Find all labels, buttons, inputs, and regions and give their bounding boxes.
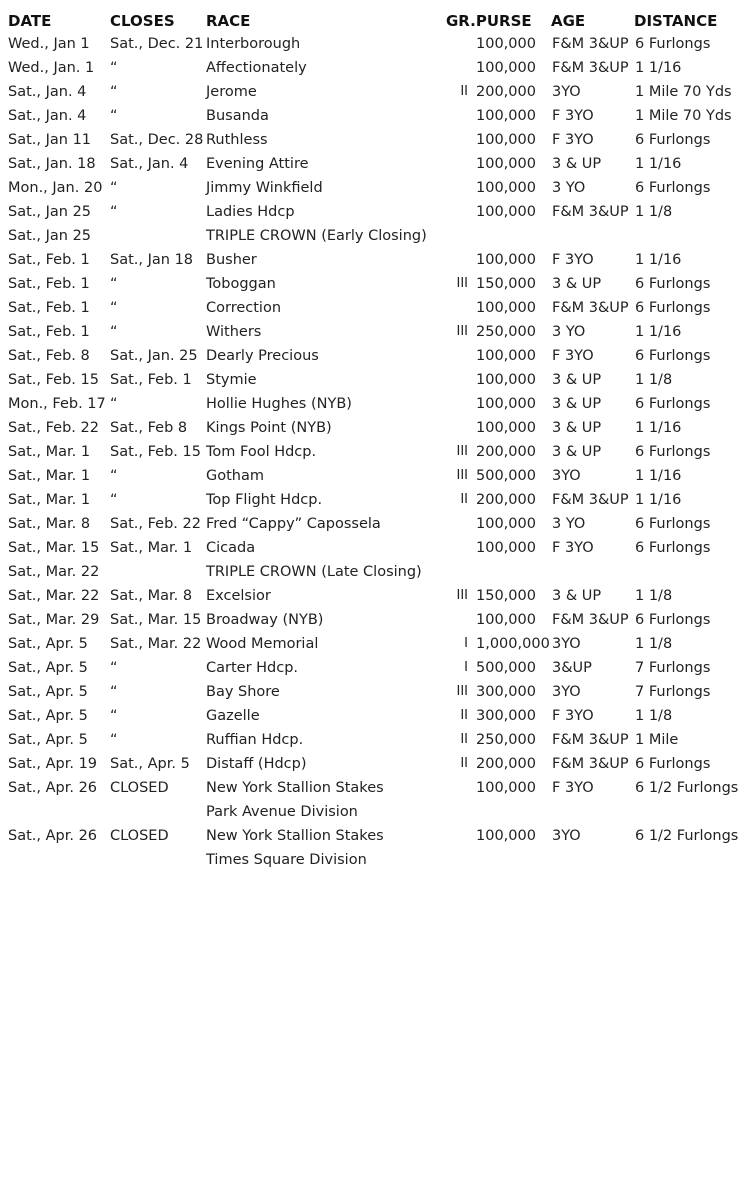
table-row [8,464,753,488]
cell-closes: “ [110,204,118,220]
cell-grade [451,248,476,272]
cell-closes: Sat., Feb 8 [110,420,188,436]
cell-grade [451,104,476,128]
cell-grade: II [460,732,468,747]
cell-race: Correction [206,300,282,316]
cell-purse: 200,000 [476,444,536,460]
cell-race: Evening Attire [206,156,309,172]
table-row [8,656,753,680]
cell-grade [451,200,476,224]
cell-grade: III [456,588,468,603]
table-row [8,560,753,584]
cell-distance: 6 Furlongs [635,540,711,556]
cell-distance: 1 1/16 [635,156,682,172]
cell-race: New York Stallion Stakes [206,780,384,796]
cell-grade: I [464,660,468,675]
table-row [8,224,753,248]
cell-distance: 6 Furlongs [635,516,711,532]
cell-age: 3YO [552,636,581,652]
cell-age: F&M 3&UP [552,612,629,628]
table-row [8,800,753,824]
cell-age: 3 & UP [552,420,602,436]
cell-distance: 1 1/8 [635,636,673,652]
cell-distance: 6 Furlongs [635,612,711,628]
cell-date: Sat., Mar. 8 [8,516,91,532]
table-row [8,536,753,560]
header-date: DATE [8,12,52,30]
table-row [8,752,753,776]
cell-age: F&M 3&UP [552,300,629,316]
cell-closes: Sat., Dec. 28 [110,132,204,148]
cell-purse: 100,000 [476,156,536,172]
cell-age: F 3YO [552,540,594,556]
cell-closes: CLOSED [110,828,169,844]
table-row [8,368,753,392]
cell-distance: 7 Furlongs [635,684,711,700]
cell-date: Sat., Mar. 1 [8,444,91,460]
header-grade-purse: GR.PURSE [446,12,532,30]
cell-date: Sat., Apr. 5 [8,708,88,724]
cell-grade: II [460,708,468,723]
cell-age: F&M 3&UP [552,36,629,52]
table-row [8,848,753,872]
cell-grade [451,344,476,368]
cell-age: 3YO [552,468,581,484]
cell-distance [634,800,753,824]
cell-closes: “ [110,396,118,412]
cell-closes: Sat., Mar. 1 [110,540,193,556]
cell-race: Jerome [206,84,257,100]
cell-age: 3 & UP [552,372,602,388]
cell-distance: 1 1/16 [635,252,682,268]
cell-date: Sat., Mar. 22 [8,564,100,580]
table-row [8,392,753,416]
cell-age: F 3YO [552,252,594,268]
cell-closes: “ [110,684,118,700]
cell-date: Sat., Feb. 1 [8,324,90,340]
cell-race: TRIPLE CROWN (Late Closing) [206,564,422,580]
cell-race: Affectionately [206,60,307,76]
cell-distance: 6 Furlongs [635,276,711,292]
cell-date: Sat., Mar. 22 [8,588,100,604]
table-row [8,440,753,464]
cell-date: Sat., Jan 25 [8,228,92,244]
cell-race: Times Square Division [206,852,367,868]
cell-grade [451,560,476,584]
cell-purse: 100,000 [476,252,536,268]
table-row [8,344,753,368]
table-row [8,704,753,728]
cell-purse: 150,000 [476,588,536,604]
cell-purse: 100,000 [476,60,536,76]
cell-age: 3YO [552,828,581,844]
cell-date: Sat., Mar. 29 [8,612,100,628]
cell-distance [634,560,753,584]
cell-age: 3 YO [552,324,586,340]
cell-age: F&M 3&UP [552,60,629,76]
cell-distance: 1 1/8 [635,204,673,220]
cell-date: Sat., Feb. 22 [8,420,99,436]
cell-age: F&M 3&UP [552,732,629,748]
cell-purse: 100,000 [476,132,536,148]
cell-age: 3 YO [552,516,586,532]
cell-date: Sat., Jan. 4 [8,108,87,124]
cell-race: Gazelle [206,708,260,724]
cell-closes: CLOSED [110,780,169,796]
cell-purse: 100,000 [476,348,536,364]
cell-grade [451,368,476,392]
table-row [8,824,753,848]
cell-date: Sat., Feb. 1 [8,276,90,292]
cell-purse: 500,000 [476,660,536,676]
cell-distance: 1 1/8 [635,708,673,724]
cell-age [551,560,634,584]
cell-grade: I [464,636,468,651]
cell-grade: III [456,276,468,291]
cell-distance: 6 Furlongs [635,132,711,148]
cell-age [551,848,634,872]
cell-purse: 500,000 [476,468,536,484]
cell-distance: 6 Furlongs [635,300,711,316]
cell-grade [451,56,476,80]
table-row [8,320,753,344]
cell-date: Sat., Apr. 5 [8,636,88,652]
cell-grade: III [456,684,468,699]
cell-date [8,800,110,824]
header-age: AGE [551,12,586,30]
table-row [8,248,753,272]
table-row [8,200,753,224]
table-row [8,152,753,176]
cell-grade [451,152,476,176]
table-row [8,584,753,608]
cell-date: Sat., Jan 25 [8,204,92,220]
cell-age: 3 YO [552,180,586,196]
cell-closes: Sat., Feb. 15 [110,444,201,460]
cell-closes: “ [110,732,118,748]
table-row [8,32,753,56]
cell-date: Sat., Apr. 5 [8,660,88,676]
cell-closes: Sat., Feb. 1 [110,372,192,388]
cell-race: Wood Memorial [206,636,319,652]
cell-race: Hollie Hughes (NYB) [206,396,352,412]
cell-grade: II [460,84,468,99]
cell-date: Sat., Apr. 19 [8,756,98,772]
cell-purse: 100,000 [476,540,536,556]
cell-race: Interborough [206,36,301,52]
cell-date: Wed., Jan 1 [8,36,90,52]
table-row [8,632,753,656]
cell-closes: “ [110,276,118,292]
cell-race: Top Flight Hdcp. [206,492,323,508]
cell-race: Distaff (Hdcp) [206,756,307,772]
cell-distance: 6 Furlongs [635,444,711,460]
table-row [8,680,753,704]
cell-closes: Sat., Jan 18 [110,252,194,268]
cell-distance: 6 Furlongs [635,756,711,772]
cell-closes [110,224,206,248]
cell-date: Sat., Mar. 1 [8,468,91,484]
cell-grade: II [460,492,468,507]
cell-distance: 1 1/16 [635,420,682,436]
cell-distance: 6 1/2 Furlongs [635,828,739,844]
cell-race: Excelsior [206,588,271,604]
cell-purse: 200,000 [476,756,536,772]
cell-age: F 3YO [552,108,594,124]
cell-purse: 150,000 [476,276,536,292]
cell-age: F 3YO [552,132,594,148]
cell-purse: 100,000 [476,780,536,796]
cell-date: Sat., Jan. 18 [8,156,96,172]
table-row [8,272,753,296]
cell-age: F 3YO [552,708,594,724]
cell-closes: Sat., Mar. 15 [110,612,202,628]
cell-age: 3YO [552,684,581,700]
table-row [8,56,753,80]
cell-purse: 250,000 [476,324,536,340]
cell-closes: Sat., Jan. 4 [110,156,189,172]
table-row [8,416,753,440]
cell-date: Sat., Feb. 1 [8,252,90,268]
table-row [8,776,753,800]
cell-purse: 1,000,000 [476,636,550,652]
cell-distance: 6 Furlongs [635,348,711,364]
table-row [8,104,753,128]
cell-purse: 100,000 [476,300,536,316]
cell-race: Busanda [206,108,269,124]
cell-closes: Sat., Jan. 25 [110,348,198,364]
cell-distance: 6 Furlongs [635,396,711,412]
cell-age: 3 & UP [552,276,602,292]
cell-date: Sat., Mar. 1 [8,492,91,508]
cell-purse: 100,000 [476,516,536,532]
cell-race: Withers [206,324,262,340]
cell-age: 3&UP [552,660,592,676]
cell-purse: 100,000 [476,612,536,628]
header-race: RACE [206,12,251,30]
cell-race: Toboggan [206,276,276,292]
cell-closes: “ [110,492,118,508]
cell-distance: 1 1/16 [635,468,682,484]
cell-closes: Sat., Mar. 22 [110,636,202,652]
header-distance: DISTANCE [634,12,718,30]
table-row [8,296,753,320]
cell-distance: 6 1/2 Furlongs [635,780,739,796]
cell-closes [110,560,206,584]
cell-grade: III [456,324,468,339]
cell-date: Sat., Apr. 5 [8,684,88,700]
cell-grade [451,512,476,536]
cell-distance: 6 Furlongs [635,36,711,52]
table-row [8,80,753,104]
cell-date [8,848,110,872]
stakes-schedule-table [8,10,753,872]
cell-race: Park Avenue Division [206,804,358,820]
cell-distance: 1 1/16 [635,324,682,340]
cell-grade [451,608,476,632]
cell-distance: 6 Furlongs [635,180,711,196]
cell-purse: 100,000 [476,204,536,220]
cell-closes: Sat., Dec. 21 [110,36,204,52]
cell-closes: “ [110,108,118,124]
cell-grade [451,776,476,800]
cell-age: 3 & UP [552,588,602,604]
cell-race: Gotham [206,468,264,484]
cell-purse: 200,000 [476,492,536,508]
table-row [8,128,753,152]
cell-closes: “ [110,84,118,100]
cell-closes [110,848,206,872]
cell-race: Ladies Hdcp [206,204,295,220]
cell-distance [634,224,753,248]
cell-grade [451,32,476,56]
cell-purse: 100,000 [476,372,536,388]
cell-age: 3 & UP [552,444,602,460]
cell-distance: 1 Mile [635,732,679,748]
cell-age [551,800,634,824]
cell-race: Kings Point (NYB) [206,420,332,436]
cell-age: F&M 3&UP [552,492,629,508]
cell-race: Jimmy Winkfield [206,180,323,196]
cell-purse [476,560,551,584]
cell-grade [451,536,476,560]
cell-date: Sat., Jan 11 [8,132,92,148]
cell-age: F 3YO [552,348,594,364]
cell-date: Sat., Feb. 1 [8,300,90,316]
header-closes: CLOSES [110,12,175,30]
cell-date: Wed., Jan. 1 [8,60,95,76]
cell-race: Cicada [206,540,256,556]
cell-grade: III [456,468,468,483]
cell-purse: 200,000 [476,84,536,100]
cell-grade: II [460,756,468,771]
cell-purse: 100,000 [476,36,536,52]
cell-closes: “ [110,660,118,676]
cell-distance: 1 1/8 [635,588,673,604]
cell-purse [476,800,551,824]
cell-purse: 100,000 [476,108,536,124]
cell-grade [451,224,476,248]
cell-distance: 1 1/16 [635,492,682,508]
cell-grade [451,128,476,152]
cell-closes: “ [110,324,118,340]
cell-race: Dearly Precious [206,348,319,364]
header-row [8,10,753,32]
cell-grade [451,416,476,440]
cell-purse: 100,000 [476,828,536,844]
cell-grade [451,824,476,848]
cell-age: F&M 3&UP [552,756,629,772]
cell-grade [451,296,476,320]
cell-closes: “ [110,180,118,196]
cell-date: Sat., Jan. 4 [8,84,87,100]
cell-distance: 7 Furlongs [635,660,711,676]
cell-grade [451,392,476,416]
cell-date: Sat., Apr. 5 [8,732,88,748]
cell-grade [451,800,476,824]
cell-race: Broadway (NYB) [206,612,324,628]
cell-purse: 100,000 [476,420,536,436]
cell-distance: 1 Mile 70 Yds [635,84,732,100]
cell-closes: “ [110,468,118,484]
cell-purse: 100,000 [476,396,536,412]
cell-race: Bay Shore [206,684,280,700]
cell-date: Sat., Feb. 15 [8,372,99,388]
cell-grade [451,176,476,200]
cell-distance: 1 1/8 [635,372,673,388]
table-row [8,728,753,752]
cell-race: Carter Hdcp. [206,660,299,676]
cell-date: Sat., Mar. 15 [8,540,100,556]
cell-purse: 300,000 [476,684,536,700]
cell-purse: 250,000 [476,732,536,748]
cell-purse [476,224,551,248]
cell-grade: III [456,444,468,459]
cell-closes: “ [110,708,118,724]
cell-date: Sat., Feb. 8 [8,348,90,364]
cell-date: Sat., Apr. 26 [8,780,98,796]
cell-age: F 3YO [552,780,594,796]
cell-date: Mon., Feb. 17 [8,396,106,412]
cell-age [551,224,634,248]
cell-distance [634,848,753,872]
table-row [8,608,753,632]
cell-purse: 300,000 [476,708,536,724]
cell-date: Mon., Jan. 20 [8,180,103,196]
cell-closes: “ [110,60,118,76]
cell-closes: Sat., Apr. 5 [110,756,190,772]
cell-purse: 100,000 [476,180,536,196]
cell-grade [451,848,476,872]
cell-date: Sat., Apr. 26 [8,828,98,844]
cell-closes [110,800,206,824]
cell-race: Ruffian Hdcp. [206,732,304,748]
cell-race: Stymie [206,372,257,388]
cell-race: New York Stallion Stakes [206,828,384,844]
cell-closes: Sat., Mar. 8 [110,588,193,604]
table-row [8,488,753,512]
cell-distance: 1 1/16 [635,60,682,76]
cell-race: TRIPLE CROWN (Early Closing) [206,228,427,244]
cell-purse [476,848,551,872]
cell-closes: Sat., Feb. 22 [110,516,201,532]
cell-race: Tom Fool Hdcp. [206,444,317,460]
table-row [8,512,753,536]
cell-race: Busher [206,252,257,268]
cell-distance: 1 Mile 70 Yds [635,108,732,124]
cell-age: 3YO [552,84,581,100]
cell-age: F&M 3&UP [552,204,629,220]
cell-race: Ruthless [206,132,268,148]
cell-age: 3 & UP [552,396,602,412]
cell-closes: “ [110,300,118,316]
table-row [8,176,753,200]
cell-race: Fred “Cappy” Capossela [206,516,381,532]
cell-age: 3 & UP [552,156,602,172]
